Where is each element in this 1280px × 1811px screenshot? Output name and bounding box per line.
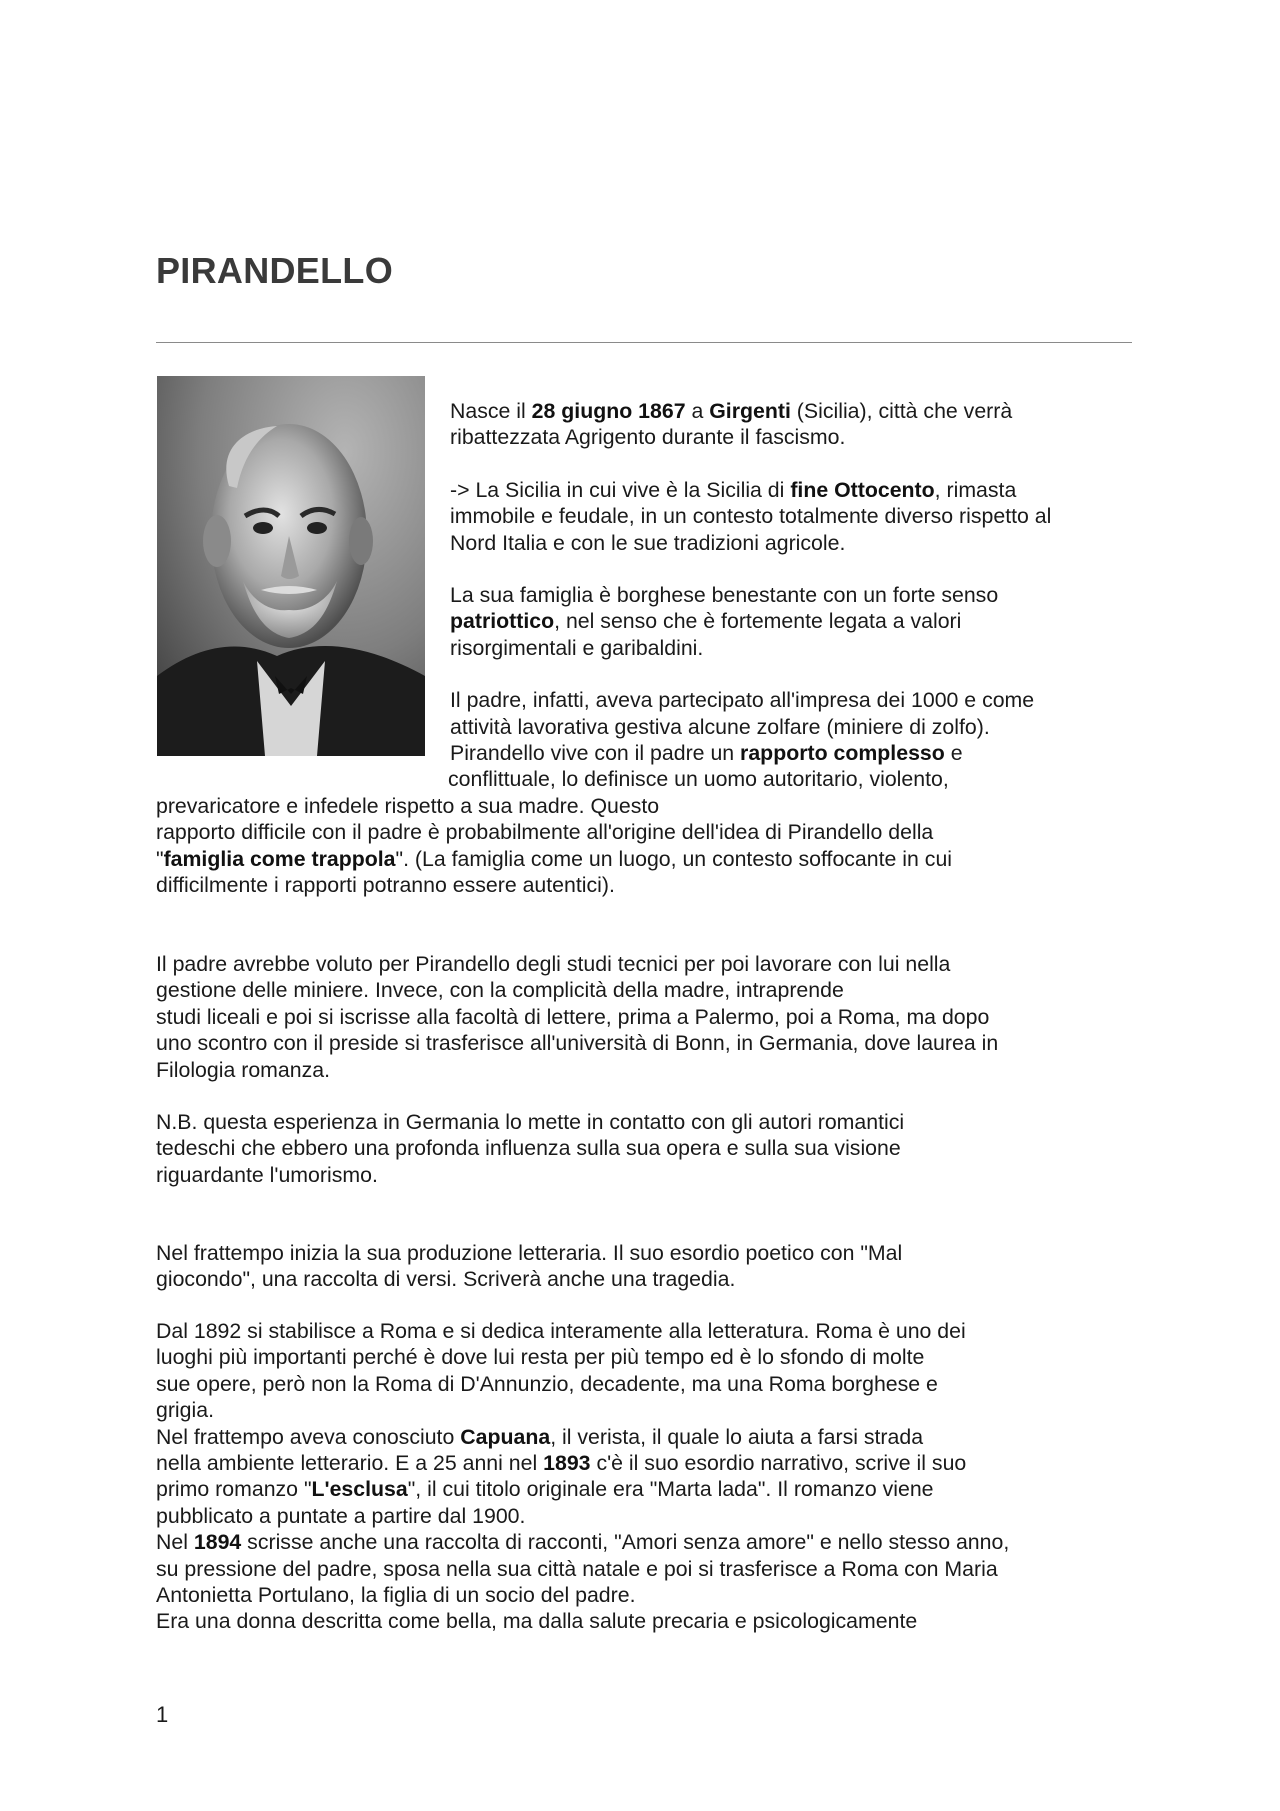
family-paragraph-text <box>156 793 952 899</box>
text-line: "famiglia come trappola". (La famiglia come un luogo, un contesto soffocante in cui <box>156 846 953 871</box>
studies-paragraph <box>156 951 998 1083</box>
text-line: nella ambiente letterario. E a 25 anni nel 1893 c'è il suo esordio narrativo, scrive il suo <box>156 1450 967 1475</box>
text-line: giocondo", una raccolta di versi. Scriverà anche una tragedia. <box>156 1267 736 1292</box>
text-line: N.B. questa esperienza in Germania lo mette in contatto con gli autori romantici <box>156 1110 905 1134</box>
text-line: Nord Italia e con le sue tradizioni agricole. <box>450 530 846 555</box>
text-line: uno scontro con il preside si trasferisce all'università di Bonn, in Germania, dove laurea in <box>156 1031 999 1056</box>
text-line: prevaricatore e infedele rispetto a sua madre. Questo <box>156 794 660 818</box>
studies-paragraph-text <box>156 951 998 1083</box>
text-line: conflittuale, lo definisce un uomo autoritario, violento, <box>448 767 949 792</box>
bold-term: L'esclusa <box>311 1477 408 1502</box>
title-divider <box>156 342 1132 343</box>
bold-term: Capuana <box>460 1424 551 1449</box>
rome-paragraph-text <box>156 1318 1009 1635</box>
text-line: Pirandello vive con il padre un rapporto complesso e <box>450 740 963 765</box>
intro-paragraph-3 <box>450 582 1051 661</box>
text-line: risorgimentali e garibaldini. <box>450 635 704 660</box>
intro-paragraph-2 <box>450 477 1051 556</box>
text-line: patriottico, nel senso che è fortemente legata a valori <box>450 609 962 634</box>
nb-paragraph-text <box>156 1109 904 1188</box>
rome-paragraph <box>156 1318 1009 1635</box>
text-line: tedeschi che ebbero una profonda influenza sulla sua opera e sulla sua visione <box>156 1136 901 1161</box>
bold-term: fine Ottocento <box>790 477 935 502</box>
bold-term: Girgenti <box>709 399 791 423</box>
text-line: immobile e feudale, in un contesto totalmente diverso rispetto al <box>450 504 1052 529</box>
text-line: Antonietta Portulano, la figlia di un socio del padre. <box>156 1582 636 1607</box>
text-line: Nel frattempo aveva conosciuto Capuana, il verista, il quale lo aiuta a farsi strada <box>156 1424 924 1449</box>
family-paragraph <box>156 793 952 899</box>
text-line: gestione delle miniere. Invece, con la complicità della madre, intraprende <box>156 978 844 1003</box>
text-line: Dal 1892 si stabilisce a Roma e si dedica interamente alla letteratura. Roma è uno dei <box>156 1319 966 1343</box>
text-line: rapporto difficile con il padre è probabilmente all'origine dell'idea di Pirandello della <box>156 820 934 845</box>
bold-term: patriottico <box>450 609 555 634</box>
text-line: grigia. <box>156 1398 215 1423</box>
bold-term: rapporto complesso <box>740 740 945 765</box>
production-paragraph-text <box>156 1240 902 1293</box>
page-title: PIRANDELLO <box>156 250 393 291</box>
text-line: Nasce il 28 giugno 1867 a Girgenti (Sicilia), città che verrà <box>450 399 1013 423</box>
page-number: 1 <box>156 1702 169 1727</box>
text-line: riguardante l'umorismo. <box>156 1162 378 1187</box>
text-line: -> La Sicilia in cui vive è la Sicilia di fine Ottocento, rimasta <box>450 477 1017 502</box>
text-line: attività lavorativa gestiva alcune zolfare (miniere di zolfo). <box>450 714 990 739</box>
bold-term: 1894 <box>193 1530 242 1555</box>
text-line: studi liceali e poi si iscrisse alla facoltà di lettere, prima a Palermo, poi a Roma, ma dopo <box>156 1004 990 1029</box>
text-line: Filologia romanza. <box>156 1057 331 1082</box>
text-line: luoghi più importanti perché è dove lui resta per più tempo ed è lo sfondo di molte <box>156 1345 925 1370</box>
bold-term: 28 giugno 1867 <box>531 399 686 423</box>
intro-paragraph-1 <box>450 398 1051 451</box>
portrait-image <box>157 376 425 756</box>
text-line: ribattezzata Agrigento durante il fascismo. <box>450 425 846 450</box>
text-line: Nel 1894 scrisse anche una raccolta di racconti, "Amori senza amore" e nello stesso anno, <box>156 1530 1010 1555</box>
text-line: su pressione del padre, sposa nella sua città natale e poi si trasferisce a Roma con Maria <box>156 1556 998 1581</box>
text-line: Il padre avrebbe voluto per Pirandello degli studi tecnici per poi lavorare con lui nella <box>156 952 951 976</box>
text-line: pubblicato a puntate a partire dal 1900. <box>156 1503 526 1528</box>
text-line: sue opere, però non la Roma di D'Annunzio, decadente, ma una Roma borghese e <box>156 1371 938 1396</box>
production-paragraph <box>156 1240 902 1293</box>
text-line: primo romanzo "L'esclusa", il cui titolo originale era "Marta lada". Il romanzo viene <box>156 1477 934 1502</box>
intro-text <box>450 398 1051 793</box>
intro-paragraph-4 <box>450 687 1051 793</box>
nb-paragraph <box>156 1109 904 1188</box>
text-line: difficilmente i rapporti potranno essere autentici). <box>156 873 615 898</box>
portrait-photo <box>157 376 425 756</box>
text-line: Nel frattempo inizia la sua produzione letteraria. Il suo esordio poetico con "Mal <box>156 1241 903 1265</box>
text-line: Il padre, infatti, aveva partecipato all'impresa dei 1000 e come <box>450 688 1035 713</box>
bold-term: 1893 <box>543 1450 591 1475</box>
text-line: La sua famiglia è borghese benestante con un forte senso <box>450 582 999 607</box>
bold-term: famiglia come trappola <box>163 846 396 871</box>
text-line: Era una donna descritta come bella, ma dalla salute precaria e psicologicamente <box>156 1609 918 1634</box>
